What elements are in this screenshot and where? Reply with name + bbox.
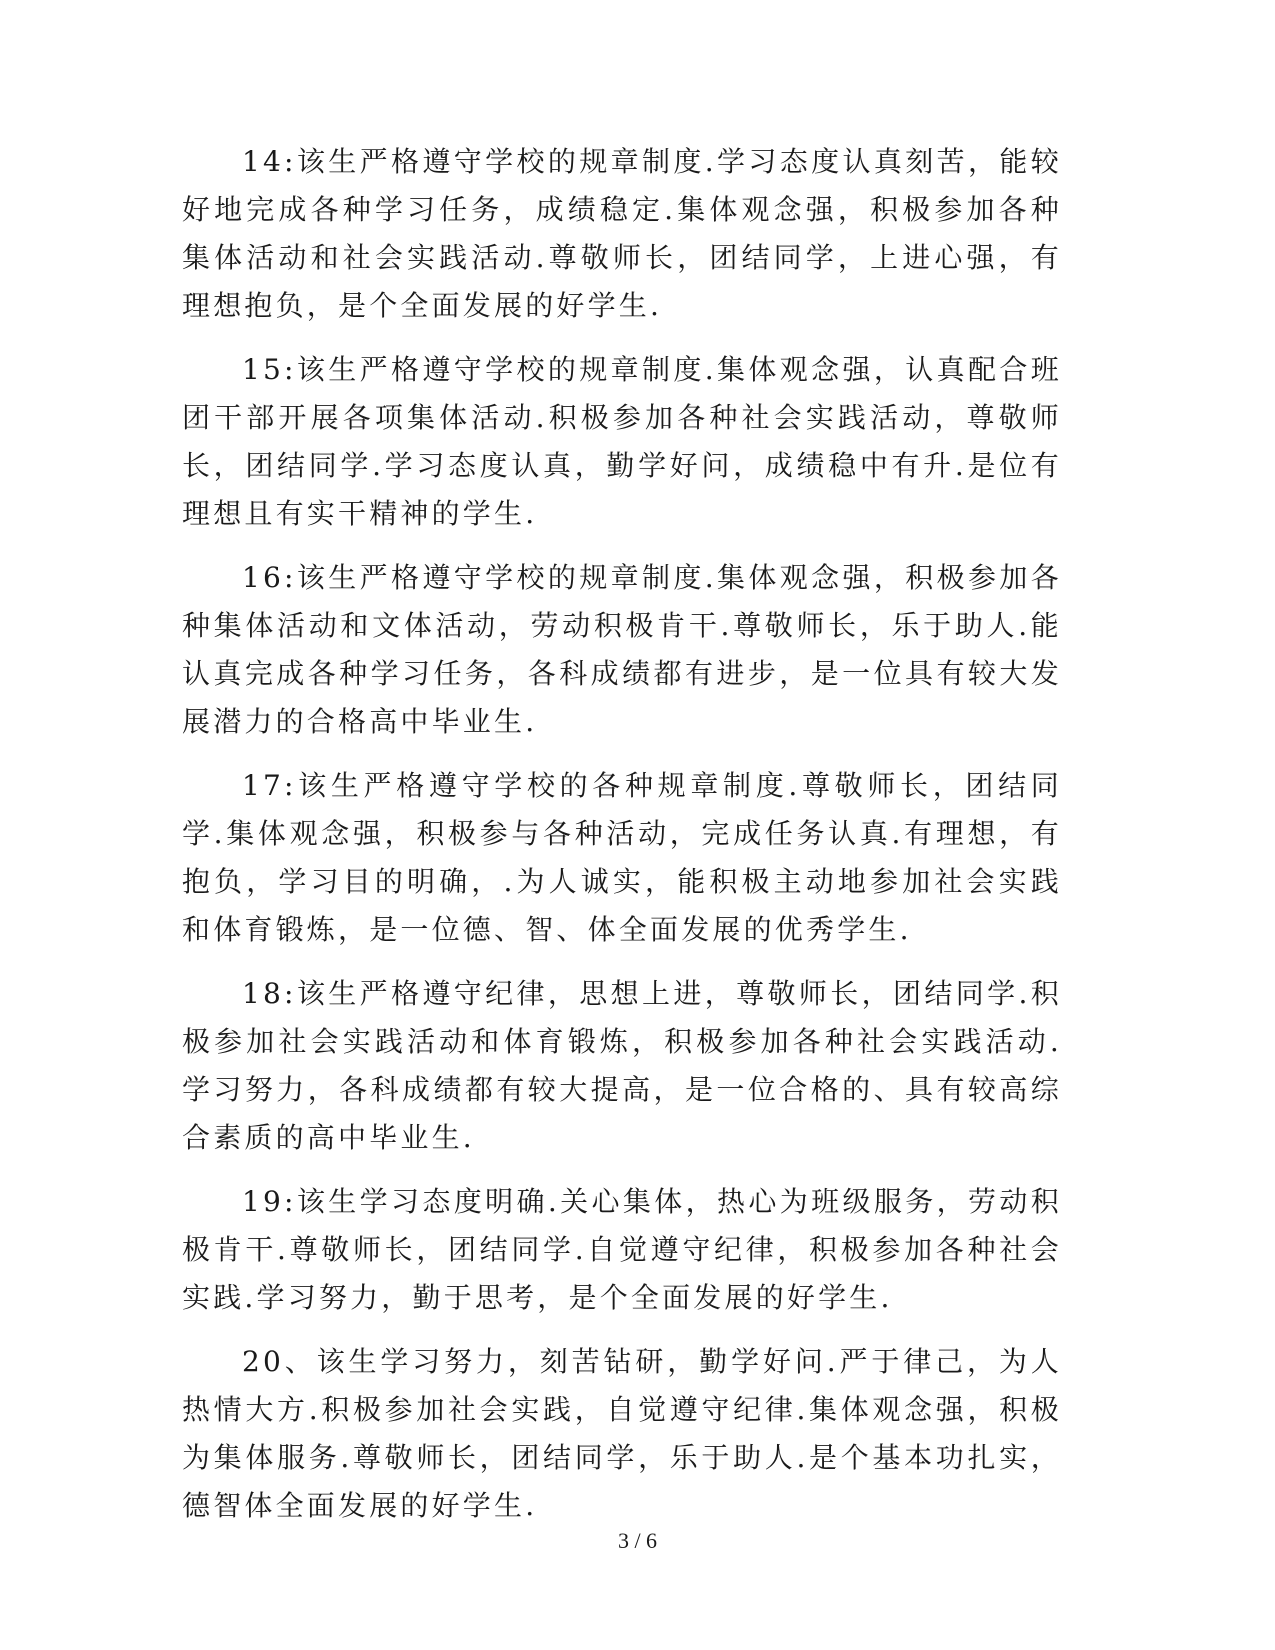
paragraph-18: 18:该生严格遵守纪律，思想上进，尊敬师长，团结同学.积极参加社会实践活动和体育锻炼，积极参加各种社会实践活动.学习努力，各科成绩都有较大提高，是一位合格的、具有较高综合素质的高中毕业生. xyxy=(182,977,1062,1154)
paragraph-15: 15:该生严格遵守学校的规章制度.集体观念强，认真配合班团干部开展各项集体活动.积极参加各种社会实践活动，尊敬师长，团结同学.学习态度认真，勤学好问，成绩稳中有升.是位有理想且有实干精神的学生. xyxy=(182,353,1062,530)
paragraph-16: 16:该生严格遵守学校的规章制度.集体观念强，积极参加各种集体活动和文体活动，劳动积极肯干.尊敬师长，乐于助人.能认真完成各种学习任务，各科成绩都有进步，是一位具有较大发展潜力的合格高中毕业生. xyxy=(182,561,1062,738)
page-number: 3 / 6 xyxy=(617,1528,658,1553)
document-body xyxy=(182,138,1062,1546)
paragraph-14: 14:该生严格遵守学校的规章制度.学习态度认真刻苦，能较好地完成各种学习任务，成绩稳定.集体观念强，积极参加各种集体活动和社会实践活动.尊敬师长，团结同学，上进心强，有理想抱负，是个全面发展的好学生. xyxy=(182,145,1062,322)
paragraph-17: 17:该生严格遵守学校的各种规章制度.尊敬师长，团结同学.集体观念强，积极参与各种活动，完成任务认真.有理想，有抱负，学习目的明确，.为人诚实，能积极主动地参加社会实践和体育锻炼，是一位德、智、体全面发展的优秀学生. xyxy=(182,769,1062,946)
paragraph-19: 19:该生学习态度明确.关心集体，热心为班级服务，劳动积极肯干.尊敬师长，团结同学.自觉遵守纪律，积极参加各种社会实践.学习努力，勤于思考，是个全面发展的好学生. xyxy=(182,1185,1062,1314)
paragraph-20: 20、该生学习努力，刻苦钻研，勤学好问.严于律己，为人热情大方.积极参加社会实践，自觉遵守纪律.集体观念强，积极为集体服务.尊敬师长，团结同学，乐于助人.是个基本功扎实，德智体全面发展的好学生. xyxy=(182,1345,1062,1522)
